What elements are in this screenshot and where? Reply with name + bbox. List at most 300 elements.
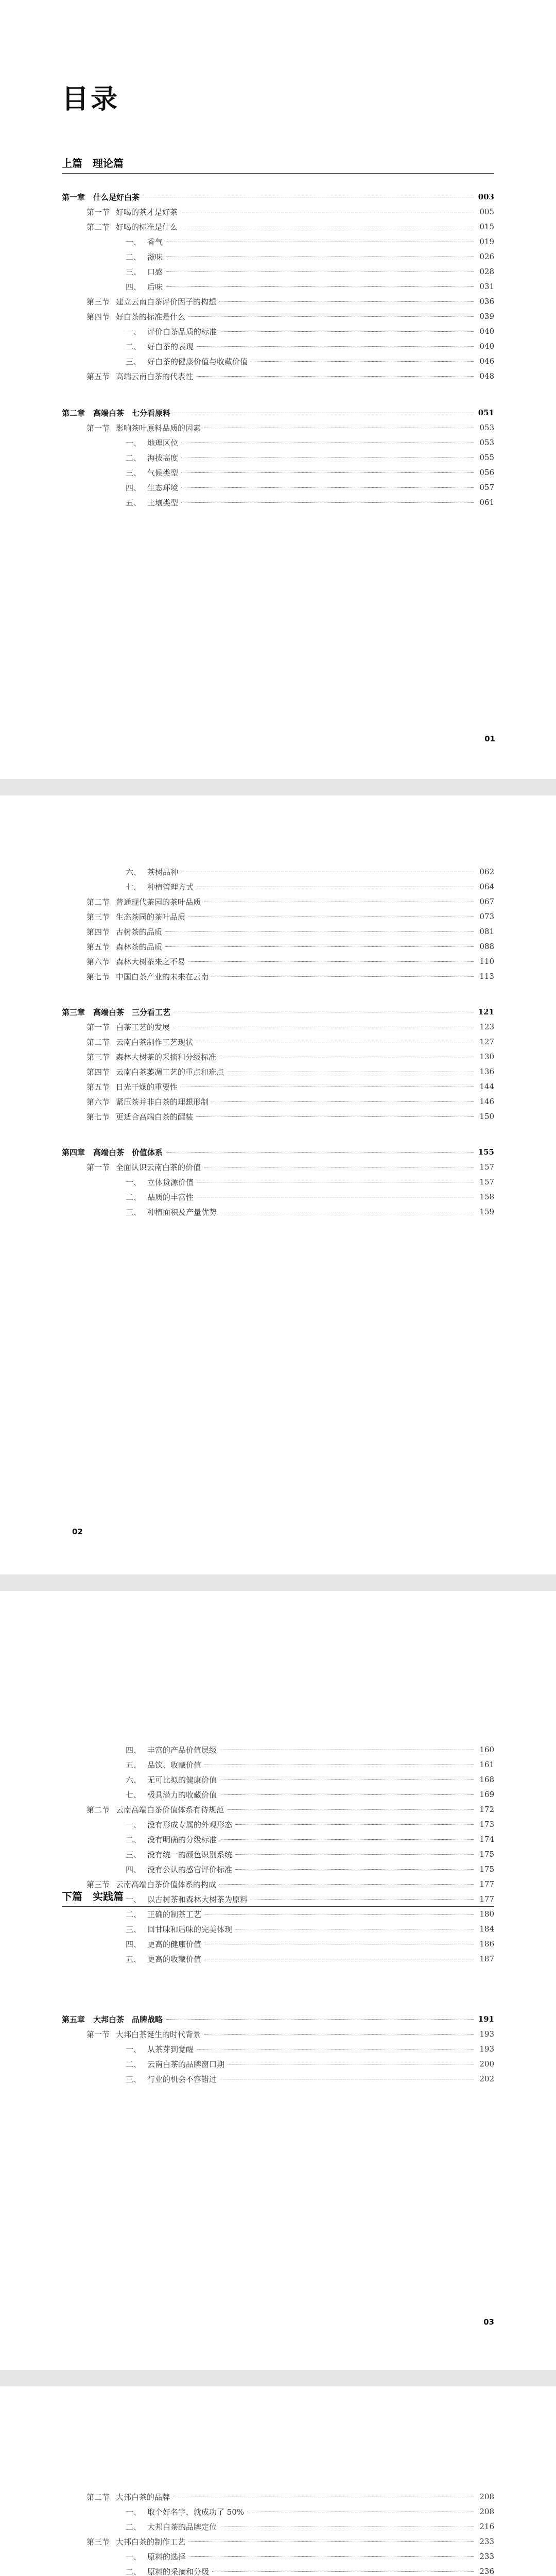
toc-section-entry[interactable] <box>86 1803 494 1816</box>
toc-item-entry[interactable] <box>126 265 494 278</box>
toc-entry-label <box>126 867 178 877</box>
toc-entry-page: 177 <box>479 1879 494 1889</box>
toc-entry-number: 第七节 <box>86 972 110 981</box>
toc-entry-title: 好白茶的表现 <box>147 342 194 351</box>
toc-entry-page: 039 <box>479 312 494 321</box>
toc-entry-page: 159 <box>479 1207 494 1216</box>
toc-entry-title: 云南白茶萎凋工艺的重点和难点 <box>116 1067 224 1077</box>
dot-leader <box>197 346 474 347</box>
toc-item-entry[interactable] <box>126 1743 494 1756</box>
toc-section-entry[interactable] <box>86 1878 494 1890</box>
toc-entry-number: 第五节 <box>86 942 110 952</box>
toc-entry-number: 三、 <box>126 1924 142 1934</box>
toc-entry-title: 地理区位 <box>147 438 179 448</box>
toc-entry-page: 053 <box>479 438 494 447</box>
toc-entry-title: 高端白茶 七分看原料 <box>93 408 171 418</box>
toc-item-entry[interactable] <box>126 325 494 337</box>
toc-entry-number: 二、 <box>126 2059 142 2069</box>
toc-entry-title: 评价白茶品质的标准 <box>147 327 217 336</box>
toc-chapter-entry[interactable] <box>62 2013 494 2025</box>
toc-entry-number: 第二节 <box>86 2492 110 2502</box>
toc-entry-number: 五、 <box>126 498 142 507</box>
toc-entry-label <box>86 422 201 433</box>
toc-section-entry[interactable] <box>86 295 494 308</box>
toc-item-entry[interactable] <box>126 2550 494 2563</box>
toc-entry-page: 175 <box>479 1865 494 1874</box>
dot-leader <box>235 1854 474 1855</box>
toc-entry-page: 173 <box>479 1820 494 1829</box>
toc-entry-title: 大邦白茶 品牌战略 <box>93 2014 163 2024</box>
toc-entry-page: 110 <box>479 957 494 966</box>
dot-leader <box>212 976 474 977</box>
toc-entry-page: 157 <box>479 1177 494 1187</box>
toc-entry-title: 没有明确的分级标准 <box>147 1835 217 1844</box>
toc-entry-number: 第四节 <box>86 927 110 937</box>
toc-item-entry[interactable] <box>126 2565 494 2576</box>
toc-section-entry[interactable] <box>86 221 494 233</box>
toc-entry-number: 第五节 <box>86 1082 110 1092</box>
toc-entry-label <box>62 408 170 418</box>
toc-item-entry[interactable] <box>126 2505 494 2518</box>
toc-entry-label <box>126 1894 248 1905</box>
toc-entry-page: 180 <box>479 1909 494 1919</box>
toc-section-entry[interactable] <box>86 1065 494 1078</box>
toc-entry-label <box>126 467 178 478</box>
toc-item-entry[interactable] <box>126 1863 494 1875</box>
toc-entry-number: 第一节 <box>86 423 110 433</box>
toc-entry-number: 一、 <box>126 327 142 336</box>
toc-item-entry[interactable] <box>126 235 494 248</box>
dot-leader <box>204 2034 474 2035</box>
toc-entry-label <box>126 1864 232 1875</box>
dot-leader <box>181 457 474 458</box>
toc-entry-number: 第六节 <box>86 957 110 967</box>
toc-entry-label <box>126 2044 194 2055</box>
toc-entry-title: 什么是好白茶 <box>93 192 140 202</box>
toc-entry-number: 二、 <box>126 453 142 463</box>
toc-item-entry[interactable] <box>126 280 494 293</box>
toc-entry-title: 极具潜力的收藏价值 <box>147 1790 217 1800</box>
toc-entry-number: 四、 <box>126 282 142 292</box>
toc-entry-label <box>126 1744 217 1755</box>
toc-item-entry[interactable] <box>126 2058 494 2070</box>
toc-entry-label <box>126 1759 201 1770</box>
toc-entry-page: 184 <box>479 1924 494 1934</box>
part-title: 上篇 理论篇 <box>62 157 124 170</box>
toc-chapter-entry[interactable] <box>62 1006 494 1018</box>
toc-entry-title: 大邦白茶诞生的时代背景 <box>116 2029 201 2039</box>
dot-leader <box>235 1824 474 1825</box>
toc-entry-label <box>86 941 162 952</box>
toc-entry-page: 168 <box>479 1775 494 1784</box>
toc-entry-number: 三、 <box>126 1207 142 1217</box>
toc-section-entry[interactable] <box>86 1050 494 1063</box>
toc-section-entry[interactable] <box>86 955 494 968</box>
toc-page-4 <box>0 2386 556 2576</box>
toc-entry-label <box>86 311 185 322</box>
toc-entry-title: 建立云南白茶评价因子的构想 <box>116 297 217 307</box>
toc-entry-page: 019 <box>479 237 494 246</box>
toc-entry-title: 紧压茶并非白茶的理想形制 <box>116 1097 209 1107</box>
toc-entry-label <box>126 1849 232 1860</box>
toc-entry-page: 158 <box>479 1192 494 1201</box>
toc-entry-page: 172 <box>479 1805 494 1814</box>
toc-entry-title: 好白茶的健康价值与收藏价值 <box>147 357 248 366</box>
dot-leader <box>251 1899 474 1900</box>
toc-entry-label <box>86 296 216 307</box>
toc-item-entry[interactable] <box>126 1788 494 1801</box>
toc-entry-number: 第二节 <box>86 1037 110 1047</box>
page-number: 03 <box>483 2317 494 2327</box>
toc-entry-page: 057 <box>479 483 494 492</box>
toc-entry-number: 第一节 <box>86 207 110 217</box>
toc-entry-page: 127 <box>479 1037 494 1046</box>
toc-entry-number: 一、 <box>126 438 142 448</box>
toc-entry-number: 六、 <box>126 867 142 877</box>
toc-entry-page: 067 <box>479 897 494 906</box>
toc-section-entry[interactable] <box>86 2535 494 2548</box>
toc-item-entry[interactable] <box>126 2520 494 2533</box>
toc-entry-title: 好白茶的标准是什么 <box>116 312 186 321</box>
toc-entry-page: 200 <box>479 2059 494 2069</box>
toc-item-entry[interactable] <box>126 340 494 352</box>
toc-entry-number: 一、 <box>126 2507 142 2517</box>
dot-leader <box>196 376 474 377</box>
dot-leader <box>220 331 474 332</box>
toc-item-entry[interactable] <box>126 355 494 367</box>
toc-entry-title: 高端白茶 三分看工艺 <box>93 1007 171 1017</box>
toc-entry-page: 193 <box>479 2044 494 2054</box>
toc-entry-page: 193 <box>479 2029 494 2039</box>
toc-entry-page: 040 <box>479 327 494 336</box>
toc-item-entry[interactable] <box>126 866 494 878</box>
toc-entry-page: 026 <box>479 252 494 261</box>
dot-leader <box>212 1101 474 1102</box>
toc-entry-title: 森林大树茶的采摘和分级标准 <box>116 1052 217 1062</box>
toc-section-entry[interactable] <box>86 1036 494 1048</box>
toc-entry-page: 056 <box>479 468 494 477</box>
toc-entry-title: 生态环境 <box>147 483 179 493</box>
toc-section-entry[interactable] <box>86 310 494 323</box>
toc-entry-title: 土壤类型 <box>147 498 179 507</box>
toc-entry-title: 古树茶的品质 <box>116 927 163 937</box>
toc-entry-label <box>126 2059 224 2070</box>
toc-entry-label <box>86 1111 193 1122</box>
toc-entry-title: 香气 <box>147 237 163 247</box>
toc-item-entry[interactable] <box>126 2043 494 2055</box>
toc-entry-label <box>126 1924 232 1935</box>
toc-item-entry[interactable] <box>126 2073 494 2085</box>
dot-leader <box>212 2571 474 2572</box>
toc-entry-number: 第四节 <box>86 1067 110 1077</box>
toc-item-entry[interactable] <box>126 1848 494 1860</box>
dot-leader <box>166 1152 474 1153</box>
toc-entry-number: 三、 <box>126 468 142 478</box>
toc-entry-label <box>86 1162 201 1173</box>
toc-entry-page: 177 <box>479 1894 494 1904</box>
toc-entry-title: 高端白茶 价值体系 <box>93 1147 163 1157</box>
toc-chapter-entry[interactable] <box>62 406 494 419</box>
toc-entry-page: 088 <box>479 942 494 951</box>
toc-entry-page: 028 <box>479 267 494 276</box>
dot-leader <box>181 487 474 488</box>
toc-entry-number: 第四节 <box>86 312 110 321</box>
toc-entry-page: 155 <box>478 1147 494 1157</box>
toc-entry-number: 四、 <box>126 1865 142 1874</box>
toc-section-entry[interactable] <box>86 895 494 908</box>
toc-entry-title: 口感 <box>147 267 163 277</box>
toc-item-entry[interactable] <box>126 1833 494 1845</box>
toc-entry-title: 好喝的标准是什么 <box>116 222 178 232</box>
toc-entry-page: 113 <box>479 972 494 981</box>
toc-entry-label <box>126 2566 209 2576</box>
toc-item-entry[interactable] <box>126 1893 494 1905</box>
toc-entry-title: 没有公认的感官评价标准 <box>147 1865 233 1874</box>
toc-entry-title: 森林大树茶来之不易 <box>116 957 186 967</box>
toc-entry-number: 五、 <box>126 1954 142 1964</box>
toc-entry-title: 全面认识云南白茶的价值 <box>116 1162 201 1172</box>
toc-entry-label <box>86 1022 170 1032</box>
toc-entry-title: 种植管理方式 <box>147 882 194 892</box>
toc-entry-page: 073 <box>479 912 494 921</box>
toc-entry-page: 233 <box>479 2552 494 2561</box>
toc-entry-page: 174 <box>479 1835 494 1844</box>
toc-item-entry[interactable] <box>126 1758 494 1771</box>
dot-leader <box>219 301 474 302</box>
toc-entry-page: 048 <box>479 371 494 381</box>
toc-entry-number: 三、 <box>126 2074 142 2084</box>
toc-entry-page: 121 <box>478 1007 494 1016</box>
toc-entry-label <box>126 452 178 463</box>
toc-item-entry[interactable] <box>126 466 494 479</box>
toc-entry-label <box>86 1037 193 1047</box>
dot-leader <box>189 2556 474 2557</box>
part-title: 下篇 实践篇 <box>62 1890 124 1903</box>
toc-item-entry[interactable] <box>126 1773 494 1786</box>
toc-entry-label <box>126 1954 201 1964</box>
toc-entry-label <box>86 207 178 217</box>
toc-entry-title: 更适合高端白茶的醒装 <box>116 1112 194 1122</box>
toc-item-entry[interactable] <box>126 496 494 509</box>
toc-entry-label <box>86 2029 201 2040</box>
toc-entry-page: 031 <box>479 282 494 291</box>
toc-entry-label <box>86 926 162 937</box>
toc-entry-label <box>86 911 185 922</box>
toc-section-entry[interactable] <box>86 1110 494 1123</box>
toc-entry-label <box>86 2492 170 2502</box>
toc-entry-title: 品饮、收藏价值 <box>147 1760 202 1770</box>
toc-entry-number: 第一节 <box>86 1162 110 1172</box>
toc-entry-title: 大邦白茶的制作工艺 <box>116 2537 186 2547</box>
toc-entry-number: 二、 <box>126 2522 142 2532</box>
part-header-1 <box>62 152 494 174</box>
toc-entry-page: 003 <box>478 192 494 201</box>
toc-entry-label <box>126 1192 194 1202</box>
toc-entry-label <box>86 896 201 907</box>
dot-leader <box>188 961 474 962</box>
toc-item-entry[interactable] <box>126 1206 494 1218</box>
toc-section-entry[interactable] <box>86 2028 494 2040</box>
toc-item-entry[interactable] <box>126 481 494 494</box>
toc-entry-number: 六、 <box>126 1775 142 1785</box>
toc-entry-label <box>86 1052 216 1062</box>
toc-entry-number: 二、 <box>126 252 142 262</box>
toc-entry-label <box>86 222 178 232</box>
toc-entry-number: 第二节 <box>86 222 110 232</box>
toc-entry-page: 187 <box>479 1954 494 1963</box>
toc-entry-number: 三、 <box>126 267 142 277</box>
toc-section-entry[interactable] <box>86 1021 494 1033</box>
toc-entry-title: 无可比拟的健康价值 <box>147 1775 217 1785</box>
toc-entry-label <box>86 1096 208 1107</box>
toc-entry-number: 第二章 <box>62 408 85 418</box>
toc-section-entry[interactable] <box>86 970 494 982</box>
toc-entry-number: 三、 <box>126 1850 142 1859</box>
dot-leader <box>166 286 474 287</box>
toc-entry-number: 一、 <box>126 237 142 247</box>
toc-section-entry[interactable] <box>86 1095 494 1108</box>
toc-entry-title: 立体货源价值 <box>147 1177 194 1187</box>
toc-entry-title: 高端云南白茶的代表性 <box>116 371 194 381</box>
toc-entry-title: 种植面积及产量优势 <box>147 1207 217 1217</box>
toc-entry-page: 051 <box>478 408 494 417</box>
toc-entry-number: 第一章 <box>62 192 85 202</box>
toc-entry-number: 第五章 <box>62 2014 85 2024</box>
toc-entry-title: 大邦白茶的品牌 <box>116 2492 170 2502</box>
toc-entry-page: 064 <box>479 882 494 891</box>
toc-entry-number: 二、 <box>126 342 142 351</box>
toc-entry-label <box>62 2014 163 2025</box>
toc-item-entry[interactable] <box>126 1191 494 1203</box>
toc-entry-number: 第三章 <box>62 1007 85 1017</box>
dot-leader <box>188 2541 474 2542</box>
toc-entry-title: 日光干燥的重要性 <box>116 1082 178 1092</box>
dot-leader <box>227 1809 474 1810</box>
dot-leader <box>235 1869 474 1870</box>
toc-entry-page: 169 <box>479 1790 494 1799</box>
toc-entry-page: 157 <box>479 1162 494 1172</box>
toc-entry-page: 046 <box>479 357 494 366</box>
toc-entry-label <box>86 1066 224 1077</box>
toc-section-entry[interactable] <box>86 925 494 938</box>
toc-entry-page: 036 <box>479 297 494 306</box>
dot-leader <box>181 472 474 473</box>
toc-section-entry[interactable] <box>86 1161 494 1173</box>
toc-entry-label <box>126 236 163 247</box>
toc-item-entry[interactable] <box>126 1176 494 1188</box>
toc-entry-title: 茶树品种 <box>147 867 179 877</box>
toc-entry-title: 云南高端白茶价值体系的构成 <box>116 1879 217 1889</box>
toc-entry-label <box>126 2074 217 2084</box>
toc-entry-number: 第四章 <box>62 1147 85 1157</box>
toc-entry-title: 正确的制茶工艺 <box>147 1909 202 1919</box>
toc-entry-label <box>126 1177 194 1188</box>
toc-entry-title: 云南白茶的品牌窗口期 <box>147 2059 225 2069</box>
toc-entry-label <box>62 192 140 202</box>
toc-entry-title: 没有形成专属的外观形态 <box>147 1820 233 1829</box>
toc-entry-number: 第三节 <box>86 1052 110 1062</box>
toc-item-entry[interactable] <box>126 1818 494 1831</box>
toc-entry-number: 七、 <box>126 1790 142 1800</box>
toc-entry-number: 二、 <box>126 1835 142 1844</box>
toc-entry-page: 186 <box>479 1939 494 1948</box>
toc-entry-title: 原料的选择 <box>147 2552 186 2562</box>
toc-entry-label <box>126 1789 217 1800</box>
toc-entry-number: 三、 <box>126 357 142 366</box>
toc-entry-number: 七、 <box>126 882 142 892</box>
toc-entry-label <box>126 1819 232 1830</box>
toc-entry-label <box>126 497 178 508</box>
toc-entry-number: 四、 <box>126 483 142 493</box>
toc-entry-title: 气候类型 <box>147 468 179 478</box>
toc-entry-title: 以古树茶和森林大树茶为原料 <box>147 1894 248 1904</box>
dot-leader <box>181 502 474 503</box>
toc-entry-title: 取个好名字，就成功了 50% <box>147 2507 245 2517</box>
toc-item-entry[interactable] <box>126 436 494 449</box>
toc-entry-page: 233 <box>479 2537 494 2546</box>
toc-entry-title: 从茶芽到觉醒 <box>147 2044 194 2054</box>
toc-entry-page: 202 <box>479 2074 494 2083</box>
toc-entry-label <box>126 2521 217 2532</box>
toc-entry-number: 一、 <box>126 2044 142 2054</box>
toc-entry-title: 大邦白茶的品牌定位 <box>147 2522 217 2532</box>
toc-item-entry[interactable] <box>126 1938 494 1950</box>
toc-entry-number: 第三节 <box>86 2537 110 2547</box>
toc-chapter-entry[interactable] <box>62 191 494 203</box>
toc-section-entry[interactable] <box>86 1080 494 1093</box>
toc-entry-label <box>126 2506 244 2517</box>
toc-section-entry[interactable] <box>86 206 494 218</box>
toc-item-entry[interactable] <box>126 250 494 263</box>
toc-title: 目录 <box>62 84 120 115</box>
toc-entry-page: 055 <box>479 453 494 462</box>
toc-item-entry[interactable] <box>126 1908 494 1920</box>
toc-chapter-entry[interactable] <box>62 1146 494 1158</box>
toc-entry-page: 216 <box>479 2522 494 2531</box>
toc-entry-title: 回甘味和后味的完美体现 <box>147 1924 233 1934</box>
toc-item-entry[interactable] <box>126 1923 494 1935</box>
toc-entry-title: 丰富的产品价值层级 <box>147 1745 217 1755</box>
toc-item-entry[interactable] <box>126 880 494 893</box>
toc-entry-label <box>86 1081 178 1092</box>
page-number: 02 <box>72 1527 83 1536</box>
toc-entry-number: 第二节 <box>86 897 110 907</box>
toc-entry-number: 第七节 <box>86 1112 110 1122</box>
toc-item-entry[interactable] <box>126 451 494 464</box>
toc-page-3 <box>0 1591 556 2370</box>
toc-item-entry[interactable] <box>126 1953 494 1965</box>
toc-entry-number: 第一节 <box>86 1022 110 1032</box>
toc-entry-label <box>86 1804 224 1815</box>
toc-entry-number: 第五节 <box>86 371 110 381</box>
toc-entry-page: 208 <box>479 2492 494 2501</box>
toc-section-entry[interactable] <box>86 910 494 923</box>
toc-entry-page: 175 <box>479 1850 494 1859</box>
toc-section-entry[interactable] <box>86 370 494 382</box>
toc-entry-number: 第二节 <box>86 1805 110 1815</box>
toc-entry-number: 二、 <box>126 2567 142 2576</box>
toc-section-entry[interactable] <box>86 2490 494 2503</box>
toc-entry-label <box>62 1147 163 1158</box>
toc-entry-title: 生态茶园的茶叶品质 <box>116 912 186 922</box>
dot-leader <box>220 1794 474 1795</box>
toc-entry-page: 053 <box>479 423 494 432</box>
toc-section-entry[interactable] <box>86 940 494 953</box>
toc-entry-title: 好喝的茶才是好茶 <box>116 207 178 217</box>
toc-entry-label <box>126 1909 201 1920</box>
toc-section-entry[interactable] <box>86 421 494 434</box>
toc-entry-label <box>86 2536 185 2547</box>
